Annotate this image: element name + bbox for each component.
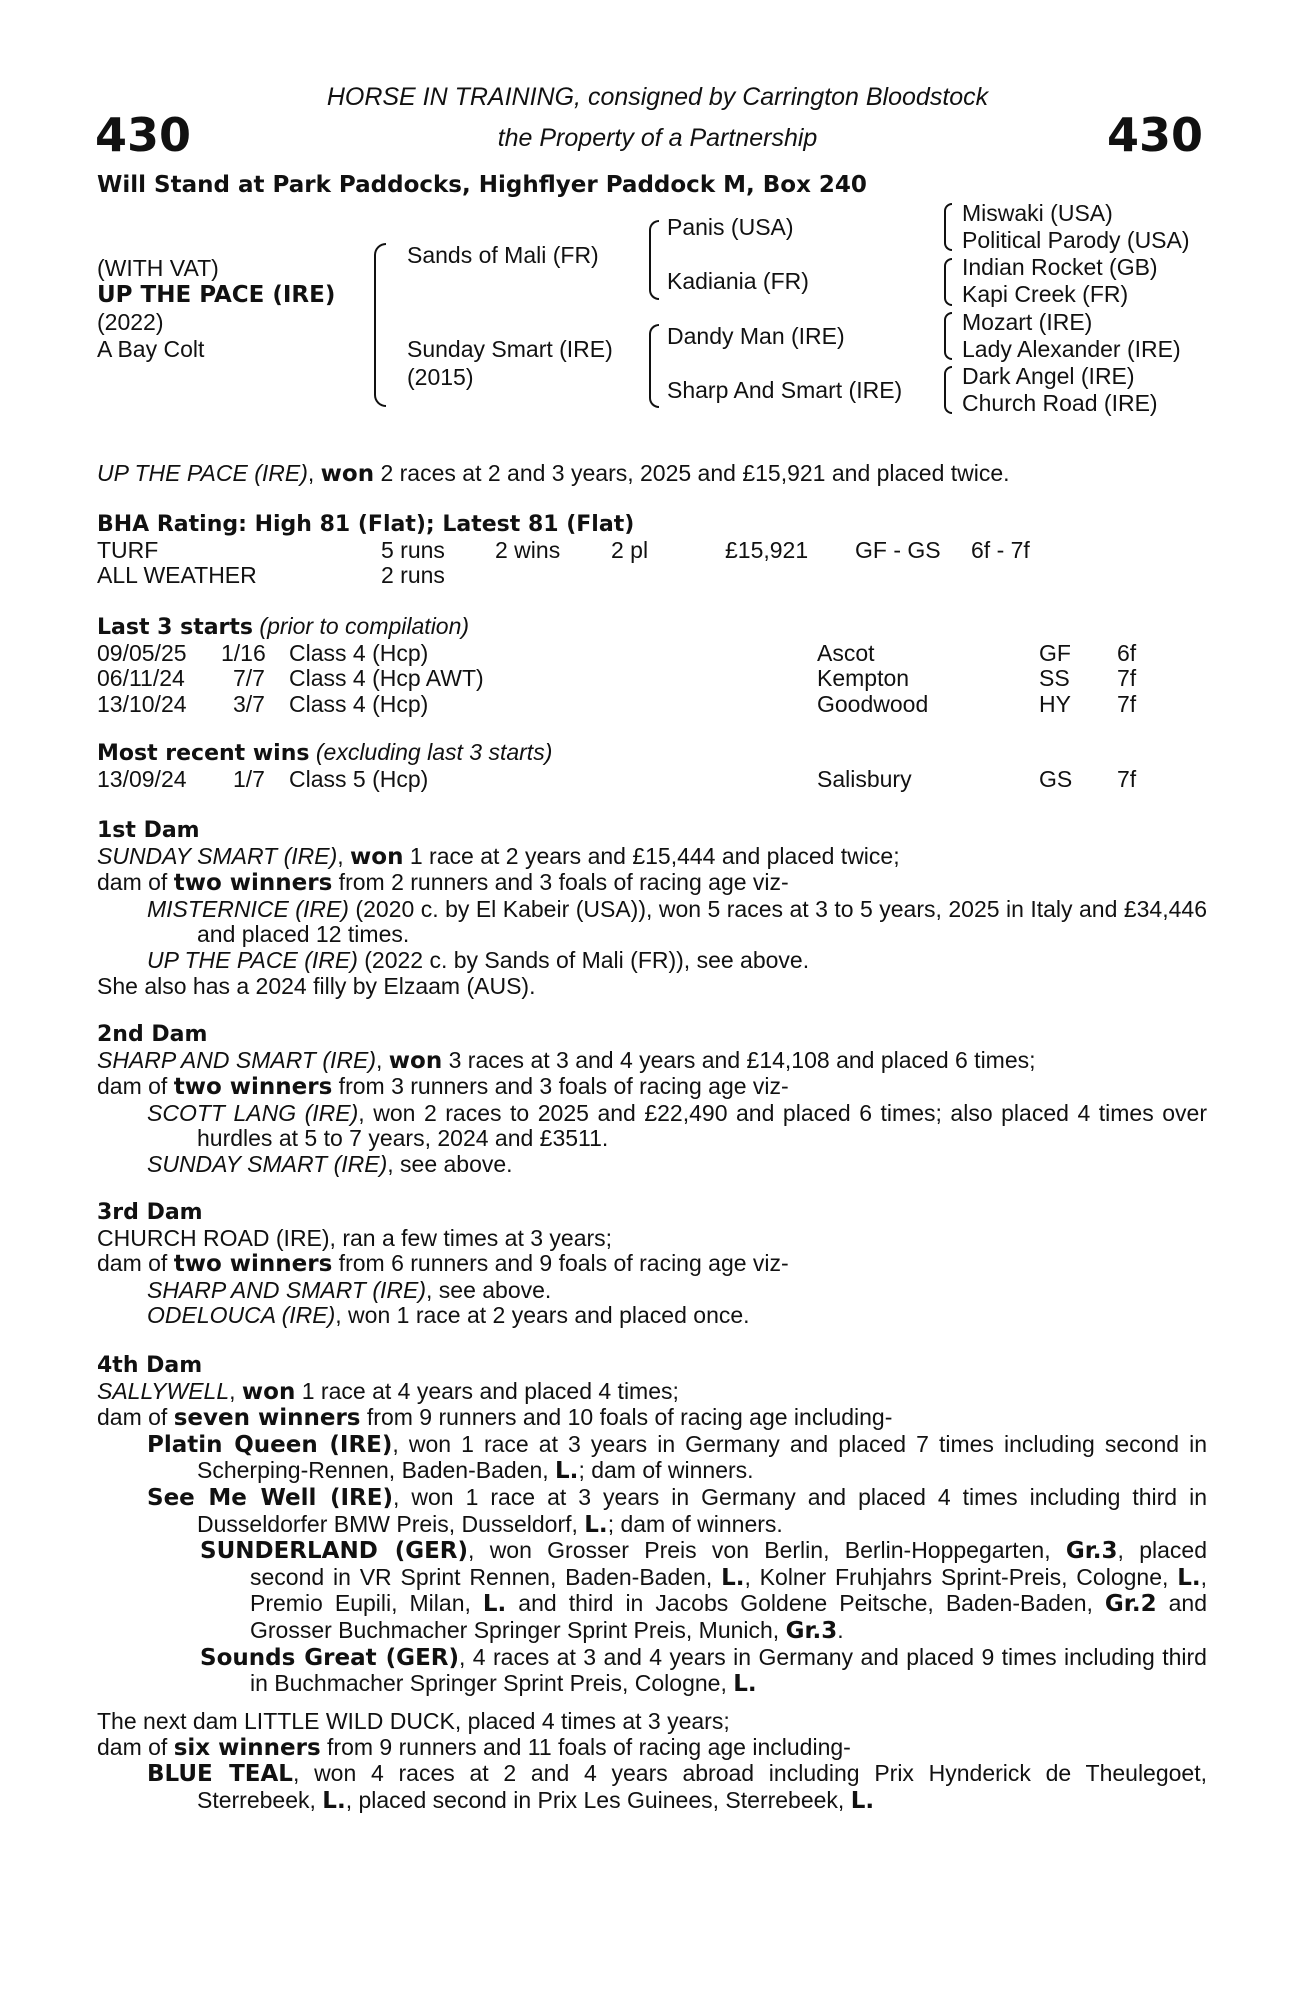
dam-of: dam of [97, 869, 174, 896]
recent-wins-section [97, 740, 1207, 792]
start-distance: 7f [1117, 690, 1137, 717]
ds-dam: Lady Alexander (IRE) [962, 336, 1181, 362]
horse-name: UP THE PACE (IRE) [97, 282, 336, 308]
start-class: Class 4 (Hcp) [289, 690, 429, 717]
runners-info: from 9 runners and 10 foals of racing age including- [360, 1404, 893, 1431]
listed-tag: L. [1177, 1564, 1201, 1591]
consignor-line: HORSE IN TRAINING, consigned by Carrington Bloodstock [326, 83, 989, 111]
dam-dam: Sharp And Smart (IRE) [667, 377, 903, 403]
group-tag: Gr.2 [1104, 1591, 1157, 1618]
runners-info: from 6 runners and 9 foals of racing age viz- [332, 1250, 789, 1277]
progeny-record: . [837, 1616, 844, 1643]
group-tag: Gr.3 [785, 1617, 838, 1644]
won-label: won [241, 1378, 296, 1405]
foaling-year: (2022) [97, 309, 164, 335]
rating-row-aw [97, 563, 1207, 589]
third-dam-title: 3rd Dam [97, 1200, 203, 1225]
dam-record: The next dam LITTLE WILD DUCK, placed 4 times at 3 years; [97, 1708, 730, 1734]
winners-count: two winners [173, 1251, 333, 1278]
progeny-record: , Premio Eupili, Milan, [250, 1563, 1207, 1617]
lot-number-right: 430 [1106, 108, 1203, 162]
runners-info: from 9 runners and 11 foals of racing age including- [320, 1733, 851, 1760]
dd-sire: Dark Angel (IRE) [962, 363, 1135, 389]
grand-progeny-name: SUNDERLAND (GER) [200, 1538, 469, 1565]
sd-sire: Indian Rocket (GB) [962, 254, 1158, 280]
summary-text: 2 races at 2 and 3 years, 2025 and £15,921 and placed twice. [374, 460, 1010, 486]
summary-horse-name: UP THE PACE (IRE) [97, 460, 308, 486]
win-row [97, 767, 1207, 793]
win-distance: 7f [1117, 765, 1137, 792]
dam: Sunday Smart (IRE) [407, 336, 613, 362]
progeny-record: ; dam of winners. [578, 1457, 754, 1484]
start-position: 1/16 [221, 639, 266, 666]
start-class: Class 4 (Hcp AWT) [289, 665, 484, 692]
next-dam-section [97, 1709, 1207, 1814]
win-class: Class 5 (Hcp) [289, 765, 429, 792]
sire-sire: Panis (USA) [667, 214, 794, 240]
win-going: GS [1039, 765, 1073, 792]
start-going: SS [1039, 665, 1070, 692]
dd-dam: Church Road (IRE) [962, 390, 1158, 416]
win-course: Salisbury [817, 765, 912, 792]
property-line: the Property of a Partnership [497, 124, 818, 152]
last-starts-title: Last 3 starts [97, 615, 254, 640]
dam-record: CHURCH ROAD (IRE), ran a few times at 3 years; [97, 1224, 613, 1251]
progeny-record: (2022 c. by Sands of Mali (FR)), see above. [357, 946, 810, 973]
sire: Sands of Mali (FR) [407, 242, 599, 268]
start-course: Ascot [817, 639, 875, 666]
runs: 2 runs [381, 562, 445, 589]
progeny-record: , see above. [387, 1150, 513, 1177]
group-tag: Gr.3 [1065, 1538, 1118, 1565]
fourth-dam-section [97, 1353, 1207, 1698]
progeny-name: BLUE TEAL [147, 1761, 293, 1788]
start-row [97, 641, 1207, 667]
dam-year: (2015) [407, 364, 474, 390]
start-row [97, 692, 1207, 718]
dam-name: SUNDAY SMART (IRE) [97, 842, 338, 869]
rating-title: BHA Rating: High 81 (Flat); Latest 81 (Flat) [97, 512, 635, 537]
listed-tag: L. [733, 1671, 757, 1698]
start-date: 09/05/25 [97, 639, 187, 666]
listed-tag: L. [322, 1787, 346, 1814]
runs: 5 runs [381, 536, 445, 563]
progeny-record: and Grosser Buchmacher Springer Sprint Preis, Munich, [250, 1590, 1207, 1643]
dam-record: 3 races at 3 and 4 years and £14,108 and placed 6 times; [442, 1046, 1036, 1073]
second-dam-title: 2nd Dam [97, 1022, 208, 1047]
going-range: GF - GS [855, 536, 941, 563]
progeny-record: and third in Jacobs Goldene Peitsche, Baden-Baden, [506, 1590, 1105, 1617]
progeny-name: See Me Well (IRE) [147, 1484, 393, 1511]
pedigree-brace-sire [649, 220, 659, 300]
start-course: Kempton [817, 665, 910, 692]
dam-of: dam of [97, 1250, 174, 1277]
progeny-record: , Kolner Fruhjahrs Sprint-Preis, Cologne, [744, 1563, 1178, 1590]
sire-dam: Kadiania (FR) [667, 268, 809, 294]
start-distance: 6f [1117, 639, 1137, 666]
horse-details [97, 255, 335, 363]
pedigree-brace-main [374, 243, 386, 407]
dam-record: 1 race at 2 years and £15,444 and placed twice; [403, 842, 900, 869]
surface: TURF [97, 536, 159, 563]
progeny-record: , see above. [426, 1276, 552, 1303]
progeny-record: , won 1 race at 2 years and placed once. [335, 1302, 750, 1329]
listed-tag: L. [584, 1511, 608, 1538]
progeny-name: Platin Queen (IRE) [147, 1431, 393, 1458]
last-starts-section [97, 614, 1207, 717]
start-class: Class 4 (Hcp) [289, 639, 429, 666]
pedigree-brace-ds [944, 312, 952, 360]
winners-count: seven winners [173, 1405, 361, 1432]
recent-wins-title: Most recent wins [97, 741, 310, 766]
ss-sire: Miswaki (USA) [962, 200, 1113, 226]
winners-count: two winners [173, 1074, 333, 1101]
ds-sire: Mozart (IRE) [962, 309, 1093, 335]
listed-tag: L. [721, 1564, 745, 1591]
distance-range: 6f - 7f [971, 536, 1030, 563]
pedigree-brace-sd [944, 258, 952, 306]
dam-of: dam of [97, 1073, 174, 1100]
progeny-record: , won 1 race at 3 years in Germany and placed 4 times including third in Dusseldorfer BMW Preis, Dusseldorf, [197, 1483, 1207, 1537]
last-starts-note: (prior to compilation) [253, 613, 470, 639]
progeny-name: ODELOUCA (IRE) [147, 1302, 336, 1329]
start-course: Goodwood [817, 690, 929, 717]
win-date: 13/09/24 [97, 765, 187, 792]
progeny-name: SCOTT LANG (IRE) [147, 1099, 359, 1126]
start-date: 13/10/24 [97, 690, 187, 717]
progeny-name: UP THE PACE (IRE) [147, 946, 358, 973]
sep: , [229, 1377, 242, 1404]
winners-count: two winners [173, 870, 333, 897]
start-date: 06/11/24 [97, 665, 185, 692]
grand-progeny-name: Sounds Great (GER) [200, 1644, 459, 1671]
dam-record: 1 race at 4 years and placed 4 times; [295, 1377, 679, 1404]
recent-wins-note: (excluding last 3 starts) [309, 739, 553, 765]
progeny-name: MISTERNICE (IRE) [147, 895, 349, 922]
surface: ALL WEATHER [97, 562, 257, 589]
start-position: 3/7 [233, 690, 265, 717]
progeny-record: , 4 races at 3 and 4 years in Germany and placed 9 times including third in Buchmacher Springer Sprint Preis, Cologne, [250, 1643, 1207, 1697]
pedigree-brace-dam [649, 324, 659, 408]
also-note: She also has a 2024 filly by Elzaam (AUS). [97, 972, 536, 999]
start-going: HY [1039, 690, 1071, 717]
first-dam-section [97, 818, 1207, 999]
vat-note: (WITH VAT) [97, 255, 219, 281]
pedigree-brace-dd [944, 366, 952, 414]
dam-of: dam of [97, 1733, 174, 1760]
ss-dam: Political Parody (USA) [962, 227, 1190, 253]
start-going: GF [1039, 639, 1071, 666]
rating-row-turf [97, 538, 1207, 564]
listed-tag: L. [850, 1787, 875, 1814]
pedigree-brace-ss [944, 203, 952, 251]
listed-tag: L. [555, 1458, 579, 1485]
start-row [97, 666, 1207, 692]
placings: 2 pl [611, 536, 649, 563]
prize-money: £15,921 [725, 536, 809, 563]
progeny-record: , won 4 races at 2 and 4 years abroad including Prix Hynderick de Theulegoet, Sterrebeek, [197, 1760, 1207, 1813]
sep: , [337, 842, 351, 869]
runners-info: from 2 runners and 3 foals of racing age viz- [332, 869, 789, 896]
dam-of: dam of [97, 1404, 174, 1431]
progeny-record: , won Grosser Preis von Berlin, Berlin-Hoppegarten, [468, 1537, 1066, 1564]
dam-sire: Dandy Man (IRE) [667, 323, 845, 349]
first-dam-title: 1st Dam [97, 818, 200, 843]
winners-count: six winners [173, 1734, 321, 1761]
sep: , [376, 1046, 389, 1073]
listed-tag: L. [482, 1591, 507, 1618]
progeny-record: , placed second in VR Sprint Rennen, Baden-Baden, [250, 1537, 1207, 1590]
win-position: 1/7 [233, 765, 265, 792]
summary-won: won [320, 461, 375, 487]
race-summary: UP THE PACE (IRE), won 2 races at 2 and 3 years, 2025 and £15,921 and placed twice. [97, 460, 1010, 487]
rating-section [97, 512, 1207, 589]
third-dam-section [97, 1200, 1207, 1329]
stand-location: Will Stand at Park Paddocks, Highflyer Paddock M, Box 240 [97, 172, 867, 198]
progeny-record: ; dam of winners. [607, 1510, 783, 1537]
progeny-record: , won 2 races to 2025 and £22,490 and placed 6 times; also placed 4 times over hurdles at 5 to 7 years, 2024 and £3511. [197, 1099, 1207, 1152]
runners-info: from 3 runners and 3 foals of racing age viz- [332, 1073, 789, 1100]
progeny-name: SHARP AND SMART (IRE) [147, 1276, 427, 1303]
progeny-name: SUNDAY SMART (IRE) [147, 1150, 388, 1177]
won-label: won [388, 1047, 443, 1074]
wins: 2 wins [495, 536, 561, 563]
horse-description: A Bay Colt [97, 336, 205, 362]
fourth-dam-title: 4th Dam [97, 1353, 203, 1378]
start-distance: 7f [1117, 665, 1137, 692]
dam-name: SALLYWELL [97, 1377, 230, 1404]
progeny-record: (2020 c. by El Kabeir (USA)), won 5 races at 3 to 5 years, 2025 in Italy and £34,446 and placed 12 times. [197, 895, 1207, 948]
won-label: won [350, 843, 404, 870]
progeny-record: , placed second in Prix Les Guinees, Sterrebeek, [345, 1786, 851, 1813]
second-dam-section [97, 1022, 1207, 1178]
start-position: 7/7 [233, 665, 265, 692]
lot-number-left: 430 [95, 108, 192, 162]
sd-dam: Kapi Creek (FR) [962, 281, 1129, 307]
dam-name: SHARP AND SMART (IRE) [97, 1046, 377, 1073]
progeny-record: , won 1 race at 3 years in Germany and placed 7 times including second in Scherping-Rennen, Baden-Baden, [197, 1430, 1207, 1484]
